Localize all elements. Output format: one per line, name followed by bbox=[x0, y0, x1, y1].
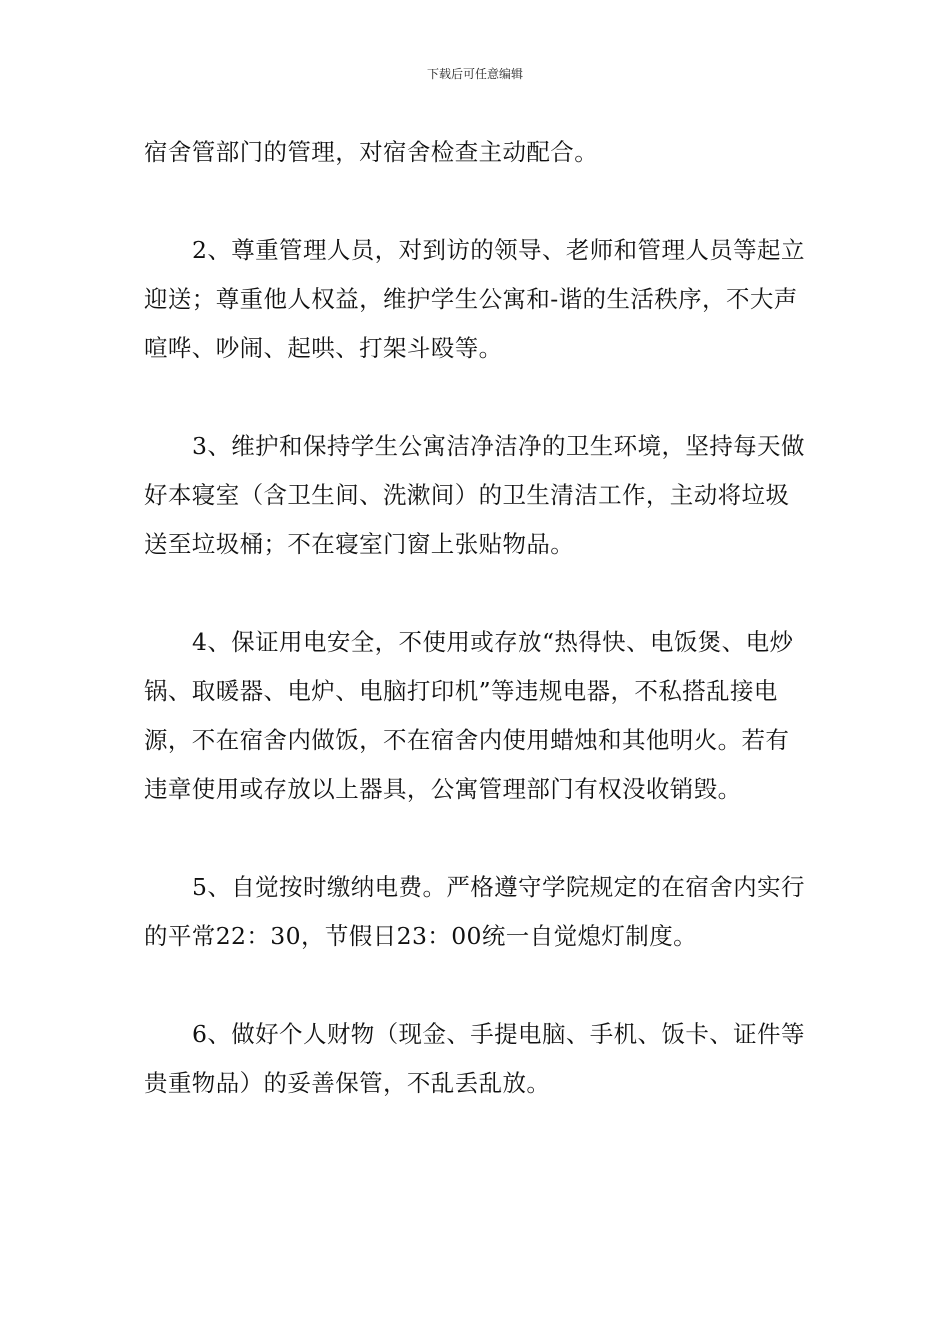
paragraph-continuation: 宿舍管部门的管理，对宿舍检查主动配合。 bbox=[144, 138, 599, 166]
header-note: 下载后可任意编辑 bbox=[426, 67, 523, 81]
paragraph-item-2: 2、尊重管理人员，对到访的领导、老师和管理人员等起立迎送；尊重他人权益，维护学生公寓和-谐的生活秩序，不大声喧哗、吵闹、起哄、打架斗殴等。 bbox=[144, 236, 805, 362]
paragraph-gap bbox=[144, 177, 806, 226]
paragraph-item-6: 6、做好个人财物（现金、手提电脑、手机、饭卡、证件等贵重物品）的妥善保管，不乱丢乱放。 bbox=[144, 1020, 805, 1097]
paragraph-gap bbox=[144, 569, 806, 618]
paragraph-item-3: 3、维护和保持学生公寓洁净洁净的卫生环境，坚持每天做好本寝室（含卫生间、洗漱间）的卫生清洁工作，主动将垃圾送至垃圾桶；不在寝室门窗上张贴物品。 bbox=[144, 432, 805, 558]
paragraph-gap bbox=[144, 814, 806, 863]
document-body bbox=[144, 128, 806, 1108]
paragraph-gap bbox=[144, 961, 806, 1010]
paragraph-item-4: 4、保证用电安全，不使用或存放“热得快、电饭煲、电炒锅、取暖器、电炉、电脑打印机”等违规电器，不私搭乱接电源，不在宿舍内做饭，不在宿舍内使用蜡烛和其他明火。若有违章使用或存放以上器具，公寓管理部门有权没收销毁。 bbox=[144, 628, 794, 803]
paragraph-gap bbox=[144, 373, 806, 422]
paragraph-item-5: 5、自觉按时缴纳电费。严格遵守学院规定的在宿舍内实行的平常22：30，节假日23：00统一自觉熄灯制度。 bbox=[144, 873, 805, 950]
